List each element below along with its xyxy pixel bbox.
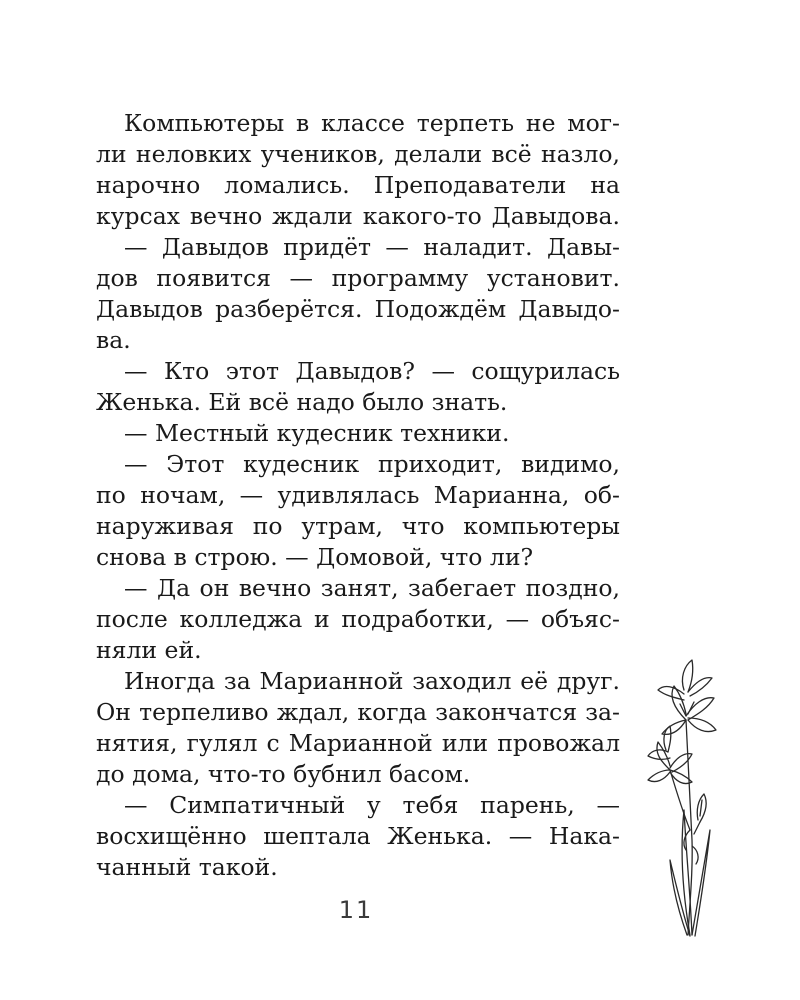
text-line: наруживая по утрам, что компьютеры <box>96 512 620 540</box>
page-text <box>96 108 620 883</box>
text-line: дов появится — программу установит. <box>96 264 620 292</box>
text-line: снова в строю. — Домовой, что ли? <box>96 543 534 571</box>
text-line: восхищённо шептала Женька. — Нака- <box>96 822 620 850</box>
paragraph <box>96 790 620 883</box>
text-line: — Местный кудесник техники. <box>124 419 510 447</box>
text-line: — Симпатичный у тебя парень, — <box>124 791 620 819</box>
text-line: до дома, что-то бубнил басом. <box>96 760 471 788</box>
text-line: нарочно ломались. Преподаватели на <box>96 171 620 199</box>
text-line: чанный такой. <box>96 853 278 881</box>
text-line: — Да он вечно занят, забегает поздно, <box>124 574 620 602</box>
text-line: курсах вечно ждали какого-то Давыдова. <box>96 202 620 230</box>
text-line: — Кто этот Давыдов? — сощурилась <box>124 357 620 385</box>
paragraph <box>96 356 620 418</box>
text-line: ли неловких учеников, делали всё назло, <box>96 140 620 168</box>
paragraph <box>96 573 620 666</box>
text-line: по ночам, — удивлялась Марианна, об- <box>96 481 620 509</box>
text-line: няли ей. <box>96 636 202 664</box>
text-line: Он терпеливо ждал, когда закончатся за- <box>96 698 620 726</box>
text-line: Давыдов разберётся. Подождём Давыдо- <box>96 295 620 323</box>
text-line: Женька. Ей всё надо было знать. <box>96 388 508 416</box>
text-line: после колледжа и подработки, — объяс- <box>96 605 620 633</box>
paragraph <box>96 666 620 790</box>
text-line: нятия, гулял с Марианной или провожал <box>96 729 620 757</box>
paragraph <box>96 108 620 232</box>
paragraph <box>96 232 620 356</box>
text-line: Иногда за Марианной заходил её друг. <box>124 667 620 695</box>
text-line: Компьютеры в классе терпеть не мог- <box>124 109 620 137</box>
text-line: — Давыдов придёт — наладит. Давы- <box>124 233 620 261</box>
text-line: ва. <box>96 326 131 354</box>
paragraph <box>96 449 620 573</box>
paragraph <box>96 418 620 449</box>
page-number: 11 <box>338 896 374 924</box>
text-line: — Этот кудесник приходит, видимо, <box>124 450 620 478</box>
